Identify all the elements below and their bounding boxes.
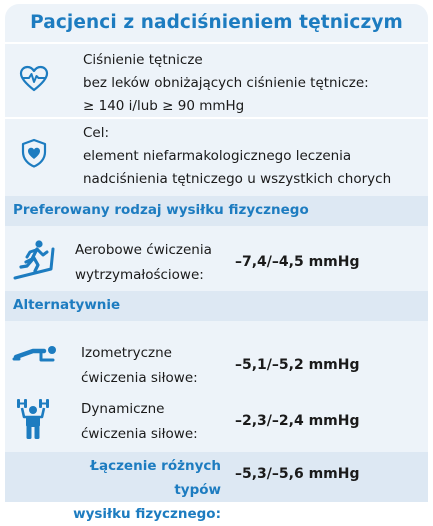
exercise-value-dynamic: –2,3/–2,4 mmHg [235,413,360,429]
info-line: nadciśnienia tętniczego u wszystkich chorych [83,171,392,187]
info-line: element niefarmakologicznego leczenia [83,148,352,164]
exercise-label-aerobic [75,238,212,288]
goal-info [83,122,391,191]
combined-label [43,454,221,526]
combined-line: wysiłku fizycznego: [73,506,221,522]
exercise-line: ćwiczenia siłowe: [81,370,198,386]
hypertension-card [5,4,428,522]
dumbbells-icon [15,397,51,441]
info-line: Ciśnienie tętnicze [83,52,203,68]
section-alternative [5,291,428,321]
title-divider [5,42,428,44]
info-line: bez leków obniżających ciśnienie tętnicze: [83,75,369,91]
exercise-label-isometric [81,341,198,391]
combined-line: Łączenie różnych typów [90,458,221,498]
exercise-line: Izometryczne [81,345,172,361]
info-line: Cel: [83,125,110,141]
exercise-value-isometric: –5,1/–5,2 mmHg [235,357,360,373]
exercise-label-dynamic [81,397,198,447]
plank-icon [11,342,57,366]
combined-value: –5,3/–5,6 mmHg [235,466,360,482]
exercise-line: Aerobowe ćwiczenia [75,242,212,258]
section-alternative-label: Alternatywnie [13,297,121,313]
row-divider [5,117,428,119]
treadmill-runner-icon [13,239,57,281]
exercise-line: wytrzymałościowe: [75,267,204,283]
exercise-value-aerobic: –7,4/–4,5 mmHg [235,254,360,270]
section-preferred-label: Preferowany rodzaj wysiłku fizycznego [13,202,309,218]
exercise-line: Dynamiczne [81,401,165,417]
combined-exercise-row [5,452,428,522]
exercise-line: ćwiczenia siłowe: [81,426,198,442]
heart-shield-icon [19,138,49,168]
heart-pulse-icon [19,64,49,94]
info-line: ≥ 140 i/lub ≥ 90 mmHg [83,98,245,114]
blood-pressure-info [83,49,369,118]
card-title: Pacjenci z nadciśnieniem tętniczym [30,12,403,33]
section-preferred [5,196,428,226]
